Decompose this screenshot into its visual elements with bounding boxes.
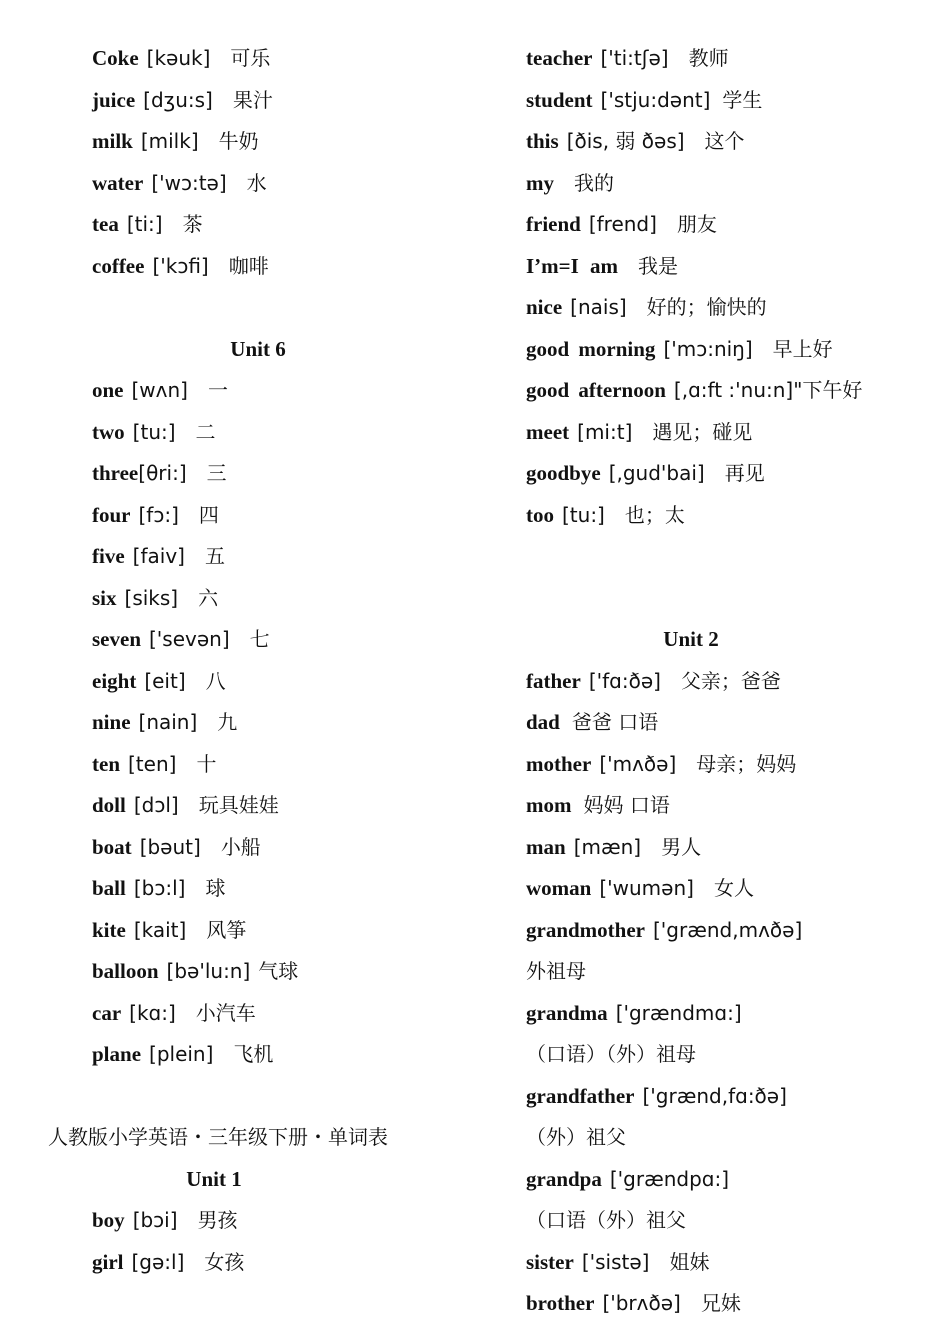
vocab-meaning: 妈妈 口语: [583, 793, 670, 817]
vocab-row: [0, 495, 475, 537]
vocab-phonetic: [plein]: [149, 1042, 214, 1066]
right-group1: [526, 38, 936, 536]
vocab-meaning: 八: [205, 668, 226, 693]
right-column: [526, 38, 936, 1325]
vocab-word: eight: [92, 668, 137, 693]
vocab-word: ball: [92, 876, 126, 900]
vocab-row: [526, 495, 936, 537]
vocab-row: [0, 453, 475, 495]
spacer: [0, 1076, 475, 1118]
vocab-phonetic: [nais]: [570, 295, 627, 319]
vocab-phonetic: ['fɑ:ðə]: [588, 668, 661, 693]
vocab-word: grandmother: [526, 917, 645, 942]
vocab-meaning: 爸爸 口语: [571, 710, 659, 734]
vocab-meaning: 十: [196, 751, 217, 776]
vocab-phonetic: ['brʌðə]: [602, 1291, 681, 1315]
vocab-row: [526, 993, 936, 1035]
vocab-word: mom: [526, 793, 572, 817]
vocab-meaning: 父亲；爸爸: [680, 668, 781, 693]
vocab-meaning: 好的；愉快的: [646, 295, 767, 319]
vocab-row: [0, 993, 475, 1035]
vocab-phonetic: ['wɔ:tə]: [151, 170, 227, 195]
vocab-row: [526, 329, 936, 371]
vocab-phonetic: ['sevən]: [149, 627, 230, 651]
vocab-row: [0, 121, 475, 163]
vocab-row: [526, 910, 936, 952]
vocab-row: [0, 412, 475, 454]
unit1-heading: Unit 1: [186, 1166, 242, 1191]
vocab-word: two: [92, 419, 125, 444]
vocab-phonetic: [tu:]: [132, 419, 176, 444]
vocab-row: [526, 702, 936, 744]
vocab-word: ten: [92, 751, 120, 776]
vocab-row: [526, 412, 936, 454]
vocab-meaning: （口语）（外）祖母: [526, 1042, 696, 1066]
vocab-word: water: [92, 170, 144, 195]
vocab-word: three: [92, 461, 139, 485]
vocab-word: too: [526, 502, 554, 527]
vocab-phonetic: [frend]: [588, 212, 657, 236]
vocab-word: grandpa: [526, 1166, 602, 1191]
vocab-phonetic: [mi:t]: [577, 419, 633, 444]
unit6-list: [0, 370, 475, 1076]
vocab-phonetic: ['mɔ:niŋ]: [663, 336, 753, 361]
vocab-word: brother: [526, 1291, 595, 1315]
vocab-row: [0, 827, 475, 869]
vocab-row: [526, 1159, 936, 1201]
vocab-meaning: 三: [206, 461, 227, 485]
vocab-meaning: 飞机: [233, 1042, 274, 1066]
vocab-phonetic: [kait]: [133, 917, 187, 942]
unit2-list: [526, 661, 936, 1325]
vocab-phonetic: [bɔi]: [132, 1208, 178, 1232]
vocab-word: seven: [92, 627, 141, 651]
left-group1: [0, 38, 475, 287]
vocab-row: [526, 80, 936, 122]
vocab-word: student: [526, 87, 593, 112]
vocab-row: [0, 1242, 475, 1284]
vocab-phonetic: [θri:]: [138, 461, 187, 485]
vocab-meaning: 我的: [574, 170, 614, 195]
vocab-meaning: 母亲；妈妈: [696, 751, 797, 776]
vocab-phonetic: ['grænd,fɑ:ðə]: [642, 1083, 787, 1108]
vocab-phonetic: [ðis, 弱 ðəs]: [566, 129, 685, 153]
vocab-row: [0, 370, 475, 412]
vocab-meaning: 牛奶: [218, 129, 259, 153]
vocab-row: [526, 204, 936, 246]
vocab-meaning: 女人: [713, 876, 754, 900]
vocab-phonetic: [kɑ:]: [129, 1000, 176, 1025]
vocab-meaning: 兄妹: [700, 1291, 741, 1315]
vocab-phonetic: [siks]: [124, 585, 179, 610]
vocab-phonetic: ['ti:tʃə]: [600, 46, 669, 70]
vocab-meaning: 九: [217, 710, 238, 734]
vocab-word: man: [526, 834, 566, 859]
vocab-word: one: [92, 378, 124, 402]
vocab-phonetic: [kəuk]: [146, 46, 211, 70]
vocab-word: friend: [526, 212, 581, 236]
vocab-word: dad: [526, 710, 560, 734]
vocab-row-continued: [526, 1034, 936, 1076]
vocab-phonetic: ['sistə]: [581, 1249, 650, 1274]
vocab-meaning: 这个: [704, 129, 745, 153]
vocab-word: grandma: [526, 1000, 608, 1025]
vocab-meaning: 女孩: [204, 1249, 245, 1274]
vocab-phonetic: [ten]: [128, 751, 177, 776]
vocab-row: [0, 536, 475, 578]
vocab-phonetic: [dʒu:s]: [143, 87, 213, 112]
vocab-meaning: 二: [195, 419, 216, 444]
unit2-heading: Unit 2: [663, 627, 719, 651]
vocab-word: six: [92, 585, 117, 610]
vocab-row: [0, 246, 475, 288]
vocab-phonetic: ['grændpɑ:]: [609, 1166, 730, 1191]
vocab-phonetic: [mæn]: [573, 834, 642, 859]
vocab-meaning: 朋友: [676, 212, 717, 236]
vocab-row: [526, 287, 936, 329]
vocab-word: nice: [526, 295, 563, 319]
vocab-word: teacher: [526, 46, 593, 70]
vocab-word: car: [92, 1000, 122, 1025]
vocab-meaning: 外祖母: [526, 959, 586, 983]
vocab-word: plane: [92, 1042, 142, 1066]
vocab-word: my: [526, 170, 554, 195]
unit1-list: [0, 1200, 475, 1283]
vocab-row: [526, 370, 936, 412]
vocab-phonetic: [bɔ:l]: [133, 876, 186, 900]
vocab-row: [526, 121, 936, 163]
vocab-meaning: 学生: [722, 87, 763, 112]
vocab-word: milk: [92, 129, 133, 153]
spacer: [0, 287, 475, 329]
vocab-word: five: [92, 544, 125, 568]
vocab-row: [526, 246, 936, 288]
vocab-row: [526, 1283, 936, 1325]
vocab-meaning: （外）祖父: [526, 1125, 626, 1149]
vocab-meaning: 下午好: [802, 378, 863, 402]
vocab-meaning: 球: [205, 876, 226, 900]
vocab-row: [0, 204, 475, 246]
vocab-row: [0, 1034, 475, 1076]
vocab-word: sister: [526, 1249, 574, 1274]
vocab-row: [0, 868, 475, 910]
vocab-meaning: 五: [204, 544, 225, 568]
vocab-row: [0, 951, 475, 993]
vocab-phonetic: ['wumən]: [599, 876, 694, 900]
vocab-row: [0, 163, 475, 205]
vocab-word: good afternoon: [526, 378, 666, 402]
vocab-word: four: [92, 502, 131, 527]
vocab-word: doll: [92, 793, 126, 817]
vocab-row: [526, 1242, 936, 1284]
vocab-phonetic: [dɔl]: [133, 793, 179, 817]
vocab-row-continued: [526, 1200, 936, 1242]
vocab-phonetic: [eit]: [144, 668, 186, 693]
vocab-phonetic: [nain]: [138, 710, 198, 734]
vocab-word: I’m=I am: [526, 253, 619, 278]
vocab-row: [526, 38, 936, 80]
vocab-row: [0, 80, 475, 122]
vocab-row: [526, 785, 936, 827]
vocab-row: [0, 578, 475, 620]
vocab-row: [0, 38, 475, 80]
vocab-word: boat: [92, 834, 132, 859]
vocab-meaning: 可乐: [230, 46, 271, 70]
vocab-row-continued: [526, 1117, 936, 1159]
vocab-row: [0, 702, 475, 744]
vocab-row: [526, 868, 936, 910]
vocab-word: Coke: [92, 46, 139, 70]
vocab-phonetic: [wʌn]: [131, 378, 188, 402]
unit6-heading: Unit 6: [230, 336, 286, 361]
vocab-meaning: 再见: [724, 461, 765, 485]
vocab-word: grandfather: [526, 1083, 635, 1108]
vocab-word: kite: [92, 917, 126, 942]
vocab-row: [526, 1076, 936, 1118]
vocab-row: [526, 744, 936, 786]
vocab-row: [526, 453, 936, 495]
vocab-meaning: 咖啡: [228, 253, 269, 278]
vocab-meaning: 六: [198, 585, 219, 610]
left-column: [0, 38, 475, 1283]
vocab-meaning: 早上好: [772, 336, 833, 361]
vocab-meaning: 气球: [258, 959, 299, 983]
vocab-meaning: 风筝: [206, 917, 247, 942]
vocab-meaning: 一: [207, 378, 228, 402]
vocab-meaning: 小船: [220, 834, 261, 859]
vocab-meaning: 七: [249, 627, 270, 651]
vocab-word: meet: [526, 419, 570, 444]
vocab-phonetic: ['grænd,mʌðə]: [653, 917, 803, 942]
vocab-meaning: 水: [246, 170, 267, 195]
vocab-word: woman: [526, 876, 592, 900]
vocab-phonetic: [bə'lu:n]: [166, 959, 251, 983]
vocab-word: balloon: [92, 959, 159, 983]
vocab-meaning: 小汽车: [195, 1000, 256, 1025]
vocab-meaning: 玩具娃娃: [198, 793, 279, 817]
vocab-phonetic: [tu:]: [562, 502, 605, 527]
vocab-meaning: 遇见；碰见: [652, 419, 753, 444]
vocab-row: [0, 1200, 475, 1242]
vocab-row: [0, 619, 475, 661]
spacer: [526, 536, 936, 578]
vocab-phonetic: [ti:]: [126, 212, 163, 236]
spacer: [526, 578, 936, 620]
vocab-word: tea: [92, 212, 119, 236]
vocab-row: [0, 661, 475, 703]
vocab-phonetic: ['kɔfi]: [152, 253, 209, 278]
vocab-phonetic: [bəut]: [139, 834, 201, 859]
vocab-phonetic: [,gud'bai]: [608, 461, 705, 485]
vocab-phonetic: ['stju:dənt]: [600, 87, 711, 112]
vocab-word: father: [526, 668, 581, 693]
vocab-row-continued: [526, 951, 936, 993]
vocab-meaning: 男孩: [197, 1208, 238, 1232]
vocab-row: [0, 910, 475, 952]
vocab-word: coffee: [92, 253, 145, 278]
vocab-phonetic: ['mʌðə]: [599, 751, 677, 776]
vocab-meaning: （口语（外）祖父: [526, 1208, 686, 1232]
vocab-word: girl: [92, 1249, 124, 1274]
vocab-row: [0, 744, 475, 786]
vocab-word: good morning: [526, 336, 656, 361]
vocab-word: juice: [92, 87, 136, 112]
vocab-row: [526, 661, 936, 703]
book-title: 人教版小学英语・三年级下册・单词表: [48, 1125, 388, 1149]
vocab-row: [526, 163, 936, 205]
vocab-phonetic: [,ɑ:ft :'nu:n]": [673, 378, 803, 402]
vocab-phonetic: [fɔ:]: [138, 502, 179, 527]
vocab-phonetic: ['grændmɑ:]: [615, 1000, 742, 1025]
vocab-row: [0, 785, 475, 827]
vocab-word: this: [526, 129, 559, 153]
vocab-meaning: 四: [198, 502, 219, 527]
vocab-word: goodbye: [526, 461, 601, 485]
vocab-word: boy: [92, 1208, 125, 1232]
vocab-phonetic: [gə:l]: [131, 1249, 185, 1274]
vocab-phonetic: [faiv]: [132, 544, 185, 568]
vocab-meaning: 茶: [182, 212, 203, 236]
vocab-meaning: 也；太: [624, 502, 685, 527]
vocab-word: nine: [92, 710, 131, 734]
vocab-row: [526, 827, 936, 869]
vocab-meaning: 教师: [688, 46, 729, 70]
vocab-meaning: 果汁: [232, 87, 273, 112]
vocab-meaning: 我是: [638, 253, 679, 278]
vocab-word: mother: [526, 751, 592, 776]
vocab-meaning: 姐妹: [669, 1249, 710, 1274]
vocab-meaning: 男人: [661, 834, 702, 859]
vocab-phonetic: [milk]: [140, 129, 199, 153]
